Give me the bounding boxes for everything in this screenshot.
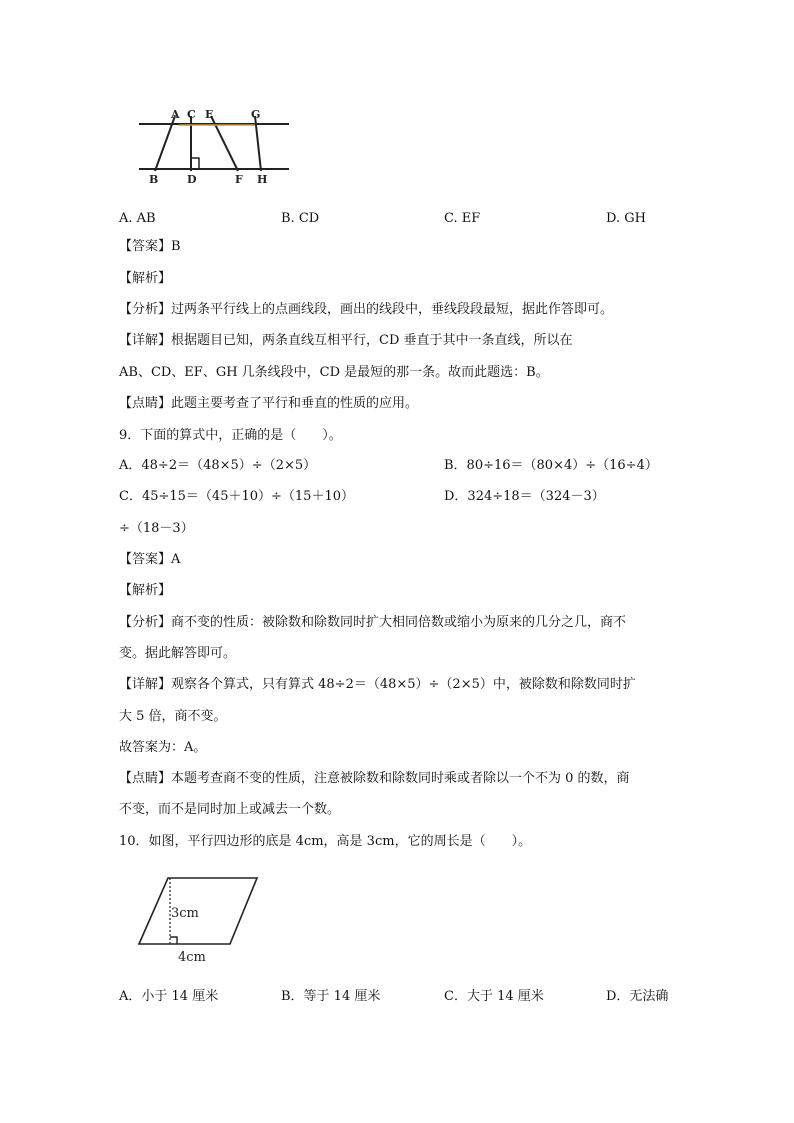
parallel-lines-figure — [135, 106, 295, 188]
q9-stem: 9．下面的算式中，正确的是（ ）。 — [119, 428, 342, 443]
q9-fenxi-line-1: 【分析】商不变的性质：被除数和除数同时扩大相同倍数或缩小为原来的几分之几，商不 — [119, 615, 627, 630]
q9-conclusion: 故答案为：A。 — [119, 740, 207, 755]
q9-option-c: C．45÷15＝（45＋10）÷（15＋10） — [119, 489, 354, 504]
q8-dianjing: 【点睛】此题主要考查了平行和垂直的性质的应用。 — [119, 396, 419, 411]
parallelogram-figure — [132, 868, 267, 966]
q10-option-c: C．大于 14 厘米 — [444, 989, 544, 1004]
point-label-a: A — [171, 108, 180, 121]
point-label-e: E — [205, 108, 214, 121]
q10-option-a: A．小于 14 厘米 — [119, 989, 219, 1004]
q8-analysis-heading: 【解析】 — [119, 271, 172, 286]
q9-option-a: A．48÷2＝（48×5）÷（2×5） — [119, 458, 317, 473]
point-label-c: C — [187, 108, 196, 121]
height-label: 3cm — [171, 906, 199, 921]
q9-answer: 【答案】A — [119, 552, 181, 567]
q9-dianjing-line-1: 【点睛】本题考查商不变的性质，注意被除数和除数同时乘或者除以一个不为 0 的数，商 — [119, 771, 630, 786]
q9-dianjing-line-2: 不变，而不是同时加上或减去一个数。 — [119, 802, 341, 817]
q9-option-d: D．324÷18＝（324－3） — [444, 489, 605, 504]
q9-analysis-heading: 【解析】 — [119, 583, 172, 598]
q8-xiangjie-line-2: AB、CD、EF、GH 几条线段中，CD 是最短的那一条。故而此题选：B。 — [119, 365, 549, 380]
point-label-h: H — [257, 173, 268, 186]
q8-xiangjie-line-1: 【详解】根据题目已知，两条直线互相平行，CD 垂直于其中一条直线，所以在 — [119, 333, 573, 348]
q8-answer: 【答案】B — [119, 239, 181, 254]
q8-option-b: B. CD — [281, 211, 320, 226]
q8-option-a: A. AB — [119, 211, 156, 226]
point-label-f: F — [235, 173, 243, 186]
q9-fenxi-line-2: 变。据此解答即可。 — [119, 646, 237, 661]
q8-fenxi: 【分析】过两条平行线上的点画线段，画出的线段中，垂线段段最短，据此作答即可。 — [119, 302, 614, 317]
base-label: 4cm — [178, 950, 206, 965]
q9-option-b: B．80÷16＝（80×4）÷（16÷4） — [444, 458, 658, 473]
point-label-d: D — [187, 173, 197, 186]
q10-option-b: B．等于 14 厘米 — [281, 989, 381, 1004]
q8-option-c: C. EF — [444, 211, 481, 226]
q10-option-d: D．无法确 — [606, 989, 669, 1004]
q10-stem: 10．如图，平行四边形的底是 4cm，高是 3cm，它的周长是（ ）。 — [119, 834, 532, 849]
q9-option-d-continued: ÷（18－3） — [119, 521, 194, 536]
q9-xiangjie-line-2: 大 5 倍，商不变。 — [119, 709, 227, 724]
q9-xiangjie-line-1: 【详解】观察各个算式，只有算式 48÷2＝（48×5）÷（2×5）中，被除数和除数同时扩 — [119, 677, 636, 692]
point-label-b: B — [149, 173, 159, 186]
point-label-g: G — [251, 108, 261, 121]
q8-option-d: D. GH — [606, 211, 646, 226]
